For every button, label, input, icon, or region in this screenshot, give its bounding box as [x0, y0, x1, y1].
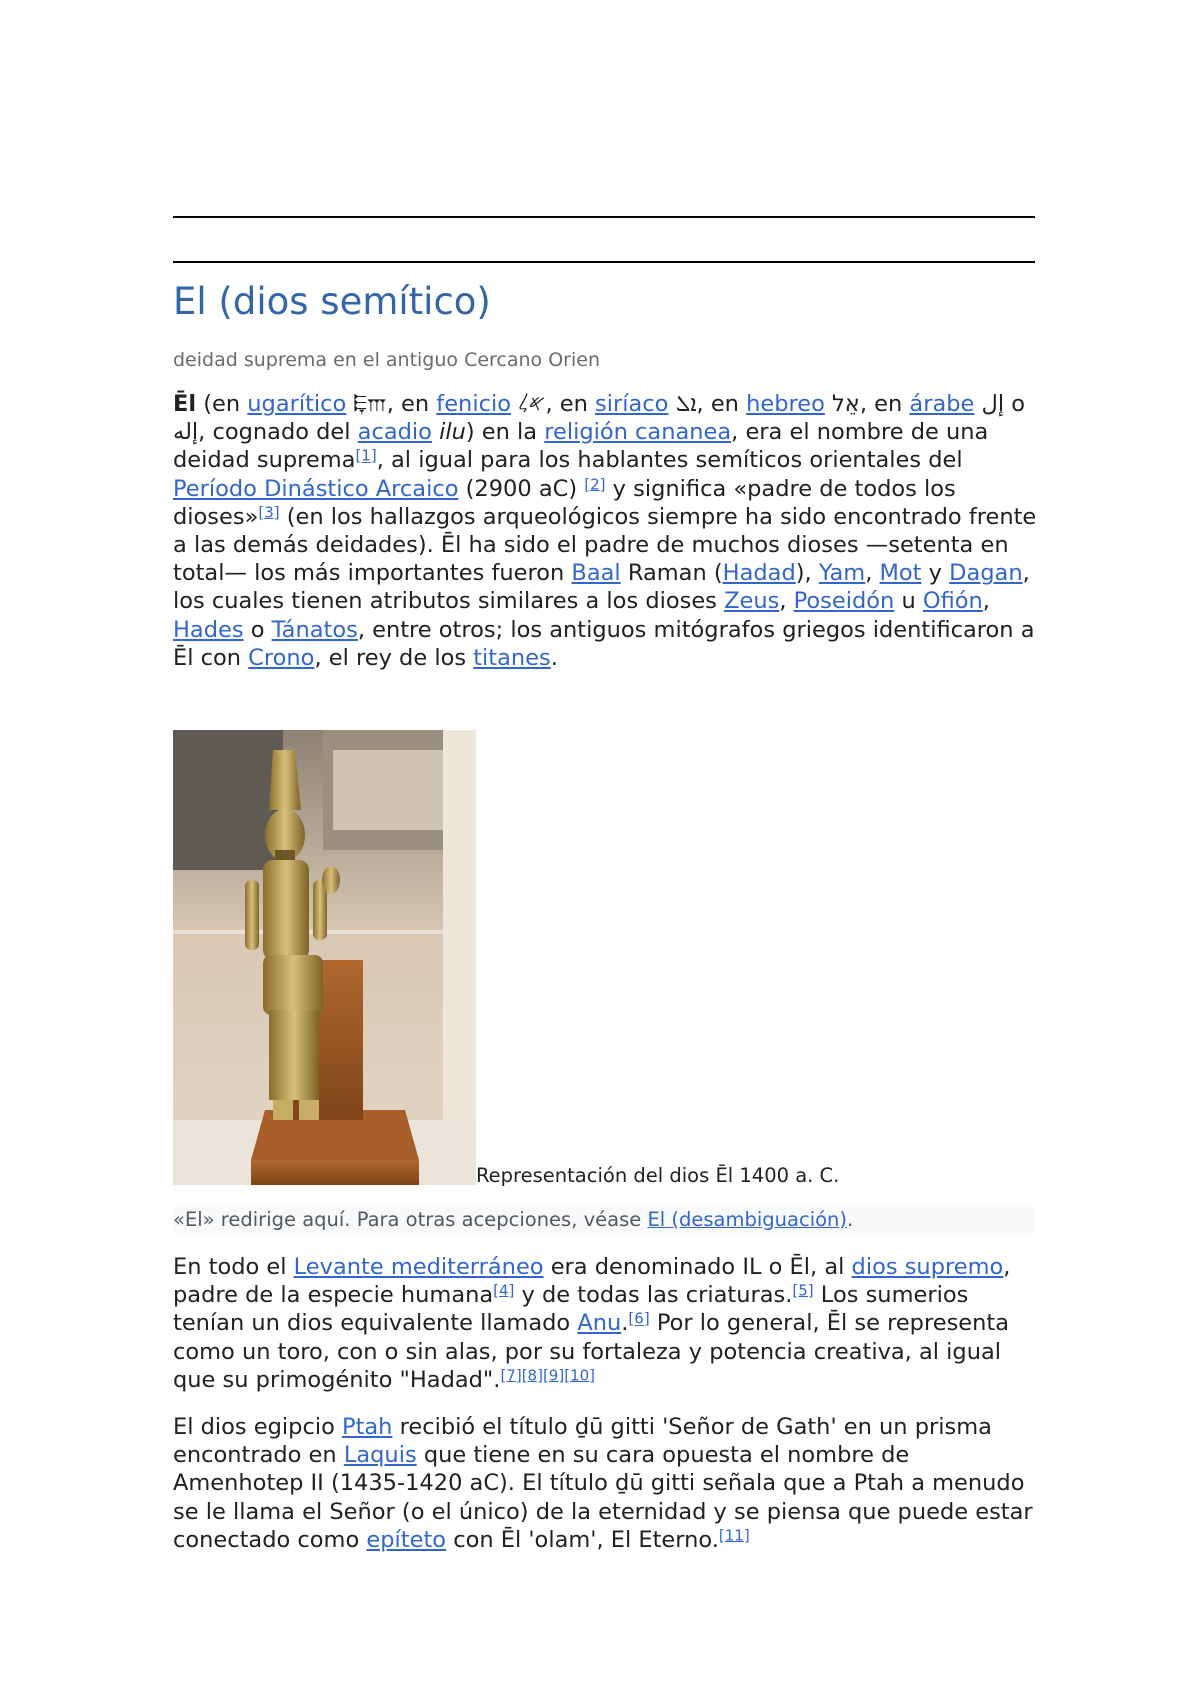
text: ),: [795, 560, 819, 587]
text: era denominado IL o Ēl, al: [543, 1254, 852, 1280]
link-yam[interactable]: Yam: [818, 560, 866, 587]
text: (en los hallazgos arqueológicos siempre ha sido encontrado frente a las demás deidades). Ēl ha sido el padre de muchos dioses —setenta en total— los más importantes fueron: [173, 503, 1037, 587]
link-acadio[interactable]: acadio: [357, 419, 432, 446]
text: ) en la: [465, 419, 545, 446]
link-crono[interactable]: Crono: [248, 644, 315, 671]
text: إل o إله, cognado del: [173, 391, 1026, 446]
text: y: [921, 560, 950, 587]
reference-5[interactable]: [5]: [792, 1281, 814, 1300]
text: .: [550, 644, 558, 671]
hatnote-end: .: [847, 1208, 854, 1231]
hatnote-text: «El» redirige aquí. Para otras acepciones, véase: [173, 1208, 648, 1231]
link-zeus[interactable]: Zeus: [724, 588, 780, 615]
text: , el rey de los: [314, 644, 474, 671]
link-ugaritico[interactable]: ugarítico: [247, 391, 347, 417]
text: , al igual para los hablantes semíticos orientales del: [376, 447, 963, 474]
link-titanes[interactable]: titanes: [473, 644, 551, 671]
link-anu[interactable]: Anu: [577, 1310, 622, 1337]
text: ܐܠ, en: [668, 391, 747, 417]
page-title: El (dios semítico): [173, 280, 491, 323]
link-arabe[interactable]: árabe: [909, 391, 975, 417]
statue-figure-image[interactable]: [173, 730, 476, 1185]
link-levante[interactable]: Levante mediterráneo: [293, 1254, 544, 1280]
link-ofion[interactable]: Ofión: [922, 588, 983, 615]
link-hebreo[interactable]: hebreo: [746, 391, 825, 417]
text: recibió el título ḏū gitti 'Señor de Gath' en un prisma encontrado en: [173, 1414, 992, 1469]
disambiguation-hatnote: [173, 1207, 1035, 1233]
text: ,: [779, 588, 794, 615]
link-tanatos[interactable]: Tánatos: [271, 616, 358, 643]
text: .: [621, 1310, 629, 1337]
link-dagan[interactable]: Dagan: [949, 560, 1023, 587]
reference-8[interactable]: [8]: [521, 1366, 543, 1385]
horizontal-rule: [173, 216, 1035, 218]
text: 𐤀𐤋, en: [510, 391, 596, 417]
text: que tiene en su cara opuesta el nombre de Amenhotep II (1435-1420 aC). El título ḏū gitti señala que a Ptah a menudo se le llama el Señor (o el único) de la eternidad y se piensa que puede estar conectado como: [173, 1442, 1033, 1553]
reference-3[interactable]: [3]: [258, 503, 280, 522]
text: y de todas las criaturas.: [514, 1282, 793, 1309]
link-religion-cananea[interactable]: religión cananea: [544, 419, 732, 446]
figure-caption: Representación del dios Ēl 1400 a. C.: [476, 1164, 840, 1187]
link-siriaco[interactable]: siríaco: [595, 391, 669, 417]
link-laquis[interactable]: Laquis: [343, 1442, 417, 1469]
link-dios-supremo[interactable]: dios supremo: [851, 1254, 1004, 1280]
text: Por lo general, Ēl se representa como un toro, con o sin alas, por su fortaleza y potencia creativa, al igual que su primogénito "Hadad".: [173, 1310, 1010, 1393]
link-epiteto[interactable]: epíteto: [366, 1526, 447, 1553]
text: ,: [865, 560, 880, 587]
text: u: [894, 588, 923, 615]
reference-1[interactable]: [1]: [355, 446, 377, 465]
text: Los sumerios tenían un dios equivalente llamado: [173, 1282, 969, 1337]
text: con Ēl 'olam', El Eterno.: [446, 1526, 719, 1553]
link-fenicio[interactable]: fenicio: [436, 391, 511, 417]
reference-11[interactable]: [11]: [718, 1526, 750, 1545]
text: אֵל, en: [824, 391, 910, 417]
reference-4[interactable]: [4]: [493, 1281, 515, 1300]
link-poseidon[interactable]: Poseidón: [793, 588, 895, 615]
text: 𐎛𐎍, en: [346, 391, 437, 417]
text: y significa «padre de todos los dioses»: [173, 475, 956, 530]
link-desambiguacion[interactable]: El (desambiguación): [647, 1208, 848, 1231]
page-subtitle: deidad suprema en el antiguo Cercano Orien: [173, 349, 600, 371]
term-ilu: ilu: [439, 419, 466, 446]
horizontal-rule: [173, 261, 1035, 263]
text: o: [243, 616, 272, 643]
headword: Ēl: [173, 391, 197, 417]
reference-10[interactable]: [10]: [564, 1366, 595, 1385]
text: ,: [982, 588, 990, 615]
statue-illustration: [173, 730, 476, 1185]
reference-2[interactable]: [2]: [584, 474, 606, 493]
intro-paragraph: [173, 390, 1041, 672]
text: El dios egipcio: [173, 1414, 342, 1440]
text: En todo el: [173, 1254, 294, 1280]
link-hades[interactable]: Hades: [173, 616, 244, 643]
body-paragraph: [173, 1413, 1041, 1554]
reference-7[interactable]: [7]: [500, 1366, 522, 1385]
text: , era el nombre de una deidad suprema: [173, 419, 989, 474]
text: (en: [196, 391, 248, 417]
text: [432, 419, 439, 445]
text: , padre de la especie humana: [173, 1254, 1011, 1309]
text: (2900 aC): [458, 475, 585, 502]
link-baal[interactable]: Baal: [571, 560, 621, 587]
reference-9[interactable]: [9]: [542, 1366, 565, 1385]
link-hadad[interactable]: Hadad: [722, 560, 796, 587]
text: , entre otros; los antiguos mitógrafos griegos identificaron a Ēl con: [173, 616, 1035, 671]
text: , los cuales tienen atributos similares a los dioses: [173, 560, 1030, 615]
link-mot[interactable]: Mot: [879, 560, 922, 587]
link-ptah[interactable]: Ptah: [342, 1414, 393, 1440]
link-periodo-dinastico[interactable]: Período Dinástico Arcaico: [173, 475, 459, 502]
body-paragraph: [173, 1253, 1041, 1394]
text: Raman (: [620, 560, 723, 587]
reference-6[interactable]: [6]: [628, 1309, 650, 1328]
